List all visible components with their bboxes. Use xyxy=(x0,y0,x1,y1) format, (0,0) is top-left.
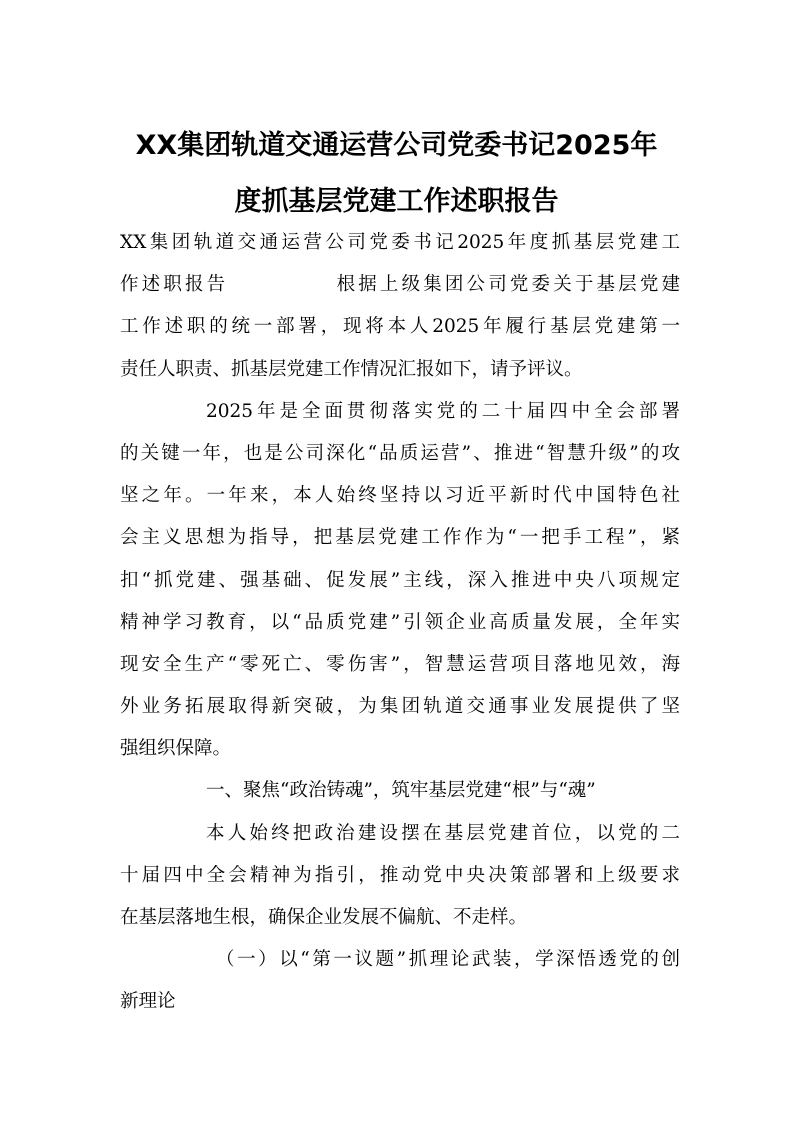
body-line: 2025年是全面贯彻落实党的二十届四中全会部署 xyxy=(206,400,680,422)
body-line: 强组织保障。 xyxy=(120,738,232,760)
title-line-2: 度抓基层党建工作述职报告 xyxy=(234,186,559,217)
body-line: 工作述职的统一部署，现将本人2025年履行基层党建第一 xyxy=(120,316,680,338)
body-line: XX集团轨道交通运营公司党委书记2025年度抓基层党建工 xyxy=(120,232,680,253)
body-line: 新理论 xyxy=(120,991,176,1013)
title-line-1: XX集团轨道交通运营公司党委书记2025年 xyxy=(135,130,658,161)
subsection-heading: （一）以“第一议题”抓理论武装，学深悟透党的创 xyxy=(216,949,680,971)
body-line: 会主义思想为指导，把基层党建工作作为“一把手工程”，紧 xyxy=(120,527,680,549)
document-body xyxy=(120,222,680,1024)
body-line: 十届四中全会精神为指引，推动党中央决策部署和上级要求 xyxy=(120,864,680,886)
body-line: 现安全生产“零死亡、零伤害”，智慧运营项目落地见效，海 xyxy=(120,653,680,675)
section-heading: 一、聚焦“政治铸魂”，筑牢基层党建“根”与“魂” xyxy=(206,780,596,802)
body-line: 精神学习教育，以“品质党建”引领企业高质量发展，全年实 xyxy=(120,611,680,633)
body-line: 本人始终把政治建设摆在基层党建首位，以党的二 xyxy=(206,822,680,844)
body-line: 责任人职责、抓基层党建工作情况汇报如下，请予评议。 xyxy=(120,358,583,380)
body-line: 坚之年。一年来，本人始终坚持以习近平新时代中国特色社 xyxy=(120,485,680,507)
body-line: 外业务拓展取得新突破，为集团轨道交通事业发展提供了坚 xyxy=(120,696,680,718)
body-line: 的关键一年，也是公司深化“品质运营”、推进“智慧升级”的攻 xyxy=(120,442,680,464)
body-line: 在基层落地生根，确保企业发展不偏航、不走样。 xyxy=(120,907,528,928)
body-line: 扣“抓党建、强基础、促发展”主线，深入推进中央八项规定 xyxy=(120,569,680,591)
document-title xyxy=(100,118,693,230)
body-line: 作述职报告 根据上级集团公司党委关于基层党建 xyxy=(120,274,680,296)
